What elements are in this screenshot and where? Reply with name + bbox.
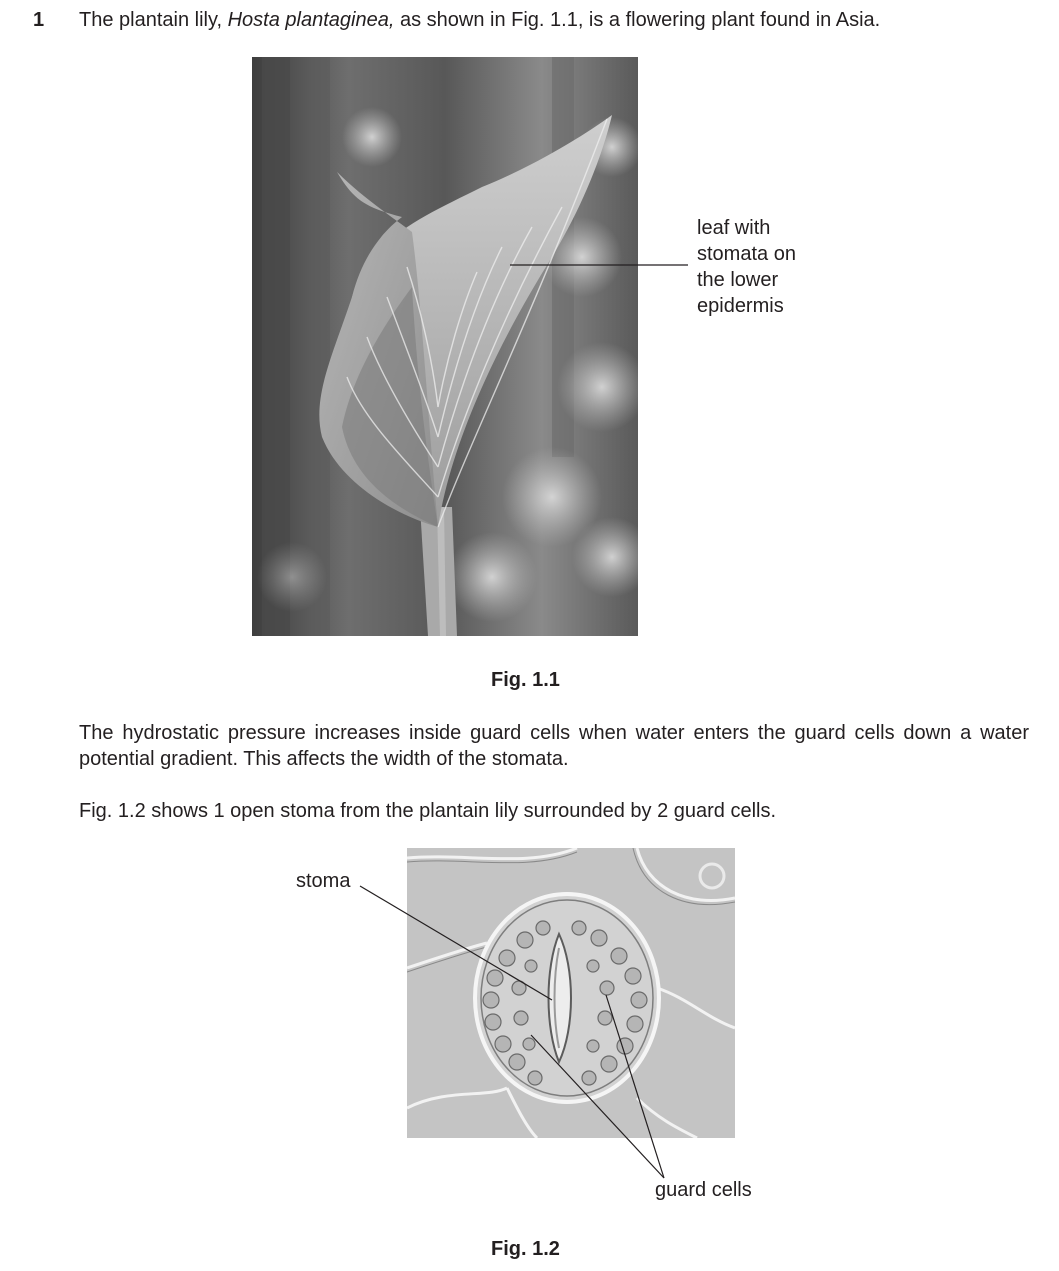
leaf-label-line3: the lower xyxy=(697,269,779,291)
stoma-micrograph xyxy=(407,848,735,1138)
fig2-caption: Fig. 1.2 xyxy=(491,1238,560,1260)
stoma-illustration xyxy=(407,848,735,1138)
hosta-leaf-illustration xyxy=(252,57,638,636)
fig1-caption: Fig. 1.1 xyxy=(491,669,560,691)
leaf-label-line1: leaf with xyxy=(697,217,771,239)
paragraph-fig12-intro: Fig. 1.2 shows 1 open stoma from the plantain lily surrounded by 2 guard cells. xyxy=(79,800,777,822)
leaf-label-line xyxy=(505,258,690,272)
paragraph-hydrostatic: The hydrostatic pressure increases inside guard cells when water enters the guard cells down a water potential gradient. This affects the width of the stomata. xyxy=(79,722,1029,770)
question-intro xyxy=(79,7,880,33)
leaf-label xyxy=(697,215,796,319)
leaf-label-line2: stomata on xyxy=(697,243,796,265)
guard-cells-label: guard cells xyxy=(655,1179,752,1201)
intro-after: as shown in Fig. 1.1, is a flowering plant found in Asia. xyxy=(394,9,881,31)
question-number: 1 xyxy=(33,9,45,31)
species-name: Hosta plantaginea, xyxy=(227,9,395,31)
hosta-leaf-photo xyxy=(252,57,638,636)
stoma-label: stoma xyxy=(296,870,351,892)
intro-before: The plantain lily, xyxy=(79,9,228,31)
leaf-label-line4: epidermis xyxy=(697,295,784,317)
